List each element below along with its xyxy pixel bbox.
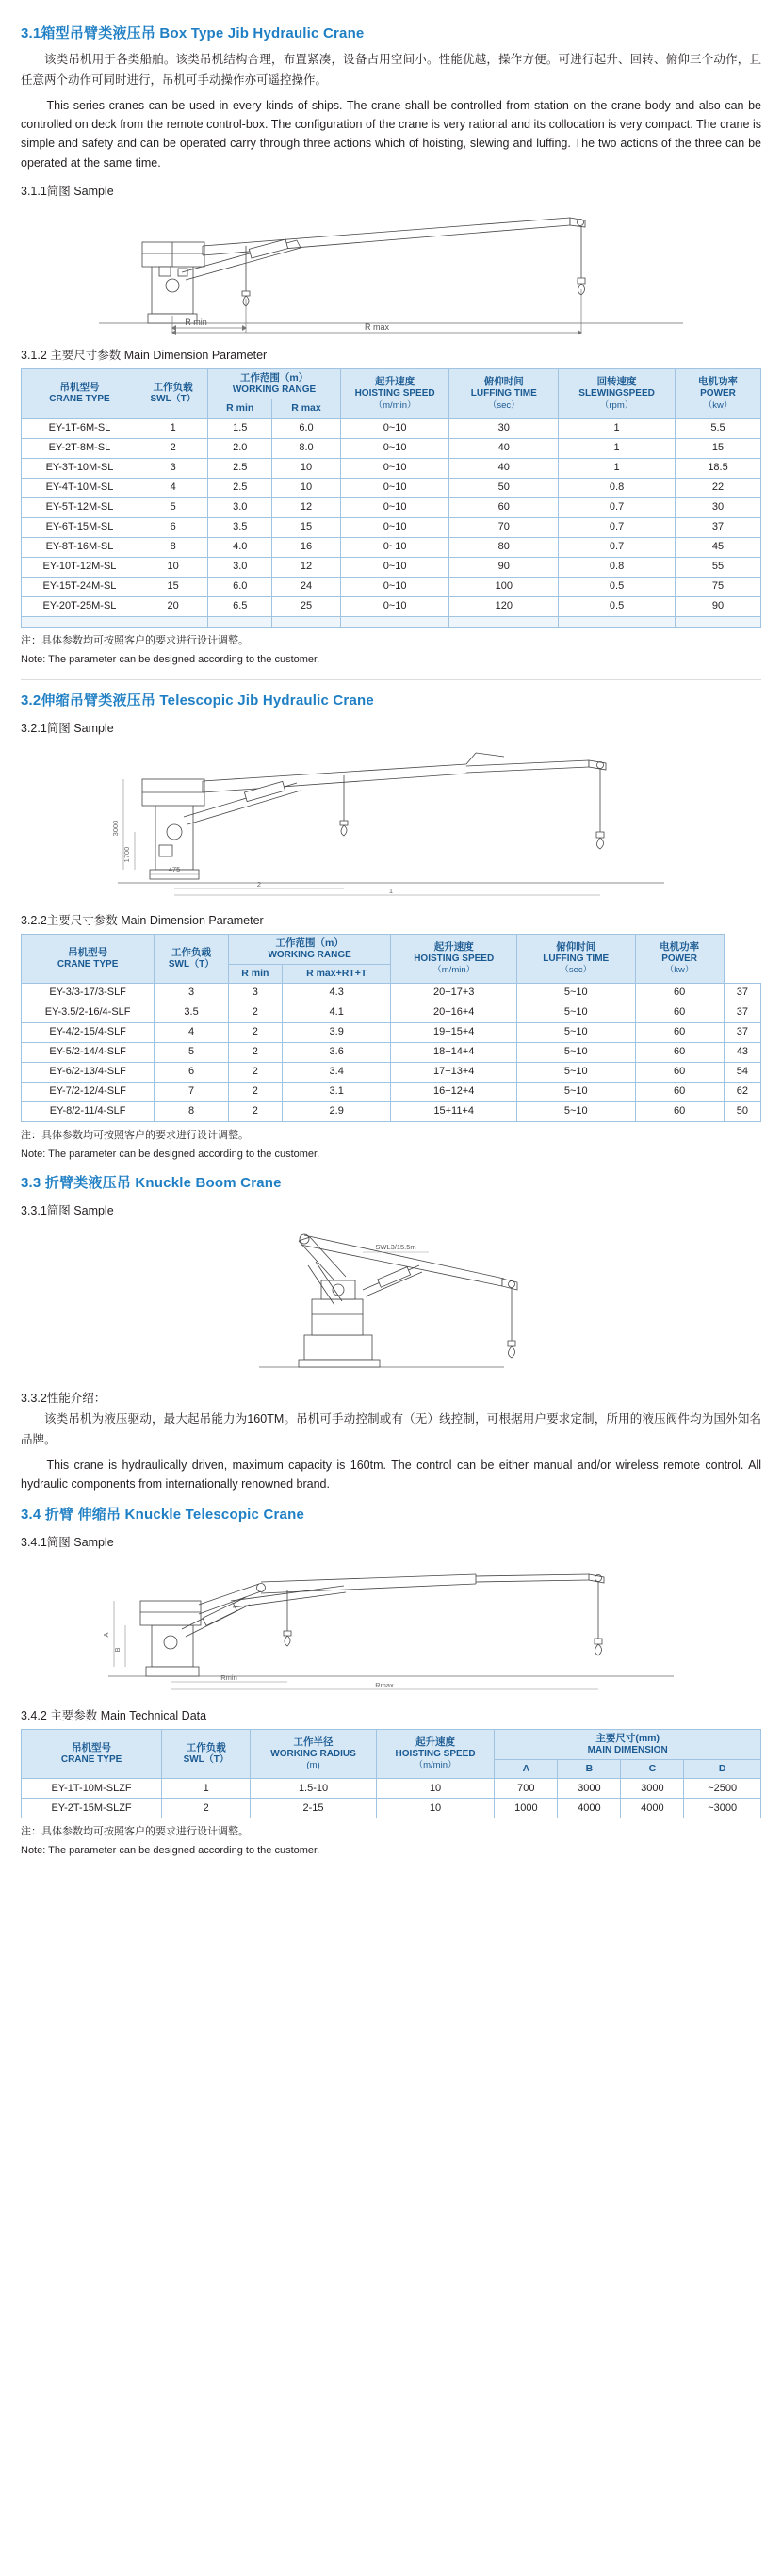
telescopic-jib-parameter-table [21, 934, 761, 1123]
cell-slew: 0.8 [559, 478, 676, 497]
cell-luff: 100 [449, 577, 559, 596]
cell-rmax: 10 [272, 458, 341, 478]
cell-swl: 3 [138, 458, 207, 478]
cell-hoist: 5~10 [516, 1083, 635, 1102]
note-en: Note: The parameter can be designed according to the customer. [21, 653, 320, 665]
cell-swl: 7 [155, 1083, 229, 1102]
cell-luff: 60 [635, 1023, 724, 1043]
cell-rmin: 3 [228, 984, 282, 1003]
cell-slew: 1 [559, 418, 676, 438]
cell-luff: 80 [449, 537, 559, 557]
cell-rmin: 1.5 [208, 418, 272, 438]
cell-rmax-a: 3.6 [282, 1043, 391, 1063]
section-title-3-2: 3.2伸缩吊臂类液压吊 Telescopic Jib Hydraulic Crane [21, 692, 374, 709]
cell-dim-d: ~3000 [684, 1799, 761, 1818]
table-header-row [22, 1729, 761, 1760]
box-jib-parameter-table [21, 368, 761, 628]
section-3-2-1-title: 3.2.1简图 Sample [21, 721, 114, 735]
figure-label-height-2: 1700 [122, 846, 131, 862]
cell-rmax-b: 18+14+4 [391, 1043, 516, 1063]
cell-hoist: 5~10 [516, 1102, 635, 1122]
cell-rmin: 2.5 [208, 458, 272, 478]
section-3-1-2-title: 3.1.2 主要尺寸参数 Main Dimension Parameter [21, 348, 268, 362]
cell-rmin: 2.5 [208, 478, 272, 497]
cell-rmax: 12 [272, 497, 341, 517]
cell-power: 5.5 [676, 418, 761, 438]
cell-type: EY-2T-15M-SLZF [22, 1799, 162, 1818]
cell-power: 15 [676, 438, 761, 458]
cell-dim-d: ~2500 [684, 1779, 761, 1799]
th-hoisting-speed: 起升速度 HOISTING SPEED （m/min） [376, 1729, 495, 1779]
table-row [22, 1003, 761, 1023]
table-row [22, 1083, 761, 1102]
note-cn: 注：具体参数均可按照客户的要求进行设计调整。 [21, 1826, 249, 1838]
cell-slew: 1 [559, 438, 676, 458]
cell-dim-c: 3000 [621, 1779, 684, 1799]
cell-rmin: 2 [228, 1023, 282, 1043]
cell-rmax-a: 3.4 [282, 1063, 391, 1083]
cell-type: EY-4T-10M-SL [22, 478, 138, 497]
cell-type: EY-3/3-17/3-SLF [22, 984, 155, 1003]
figure-label-rmax: R max [364, 321, 390, 332]
cell-slew: 0.7 [559, 517, 676, 537]
cell-power: 30 [676, 497, 761, 517]
table-row [22, 438, 761, 458]
cell-swl: 2 [138, 438, 207, 458]
telescopic-jib-crane-drawing [21, 742, 761, 902]
cell-power: 62 [724, 1083, 760, 1102]
th-dim-a: A [495, 1760, 558, 1779]
divider [21, 679, 761, 680]
cell-dim-b: 4000 [558, 1799, 621, 1818]
cell-power: 54 [724, 1063, 760, 1083]
section-3-1-paragraph-cn: 该类吊机用于各类船舶。该类吊机结构合理，布置紧凑，设备占用空间小。性能优越，操作方便。可进行起升、回转、俯仰三个动作，且任意两个动作可同时进行，吊机可手动操作亦可遥控操作。 [21, 53, 761, 87]
th-r-max: R max [272, 399, 341, 418]
cell-hoist: 0~10 [340, 438, 449, 458]
th-crane-type: 吊机型号 CRANE TYPE [22, 934, 155, 984]
cell-hoist: 0~10 [340, 517, 449, 537]
table-row [22, 1063, 761, 1083]
cell-slew: 0.5 [559, 577, 676, 596]
table-row [22, 1799, 761, 1818]
cell-type: EY-6/2-13/4-SLF [22, 1063, 155, 1083]
section-3-1-note [21, 633, 761, 668]
knuckle-telescopic-crane-drawing [21, 1556, 761, 1697]
note-en: Note: The parameter can be designed according to the customer. [21, 1845, 320, 1857]
section-3-3-paragraph-cn: 该类吊机为液压驱动，最大起吊能力为160TM。吊机可手动控制或有（无）线控制，可根据用户要求定制，所用的液压阀件均为国外知名品牌。 [21, 1412, 761, 1447]
figure-label-rmin: R min [185, 317, 207, 327]
cell-dim-a: 700 [495, 1779, 558, 1799]
section-title-3-1: 3.1箱型吊臂类液压吊 Box Type Jib Hydraulic Crane [21, 25, 365, 41]
cell-rmax-a: 3.9 [282, 1023, 391, 1043]
cell-type: EY-20T-25M-SL [22, 596, 138, 616]
th-main-dimension: 主要尺寸(mm) MAIN DIMENSION [495, 1729, 761, 1760]
cell-type: EY-3.5/2-16/4-SLF [22, 1003, 155, 1023]
cell-rmax-a: 4.1 [282, 1003, 391, 1023]
cell-rmin: 6.5 [208, 596, 272, 616]
figure-label-rmax: Rmax [375, 1680, 394, 1689]
th-working-radius: 工作半径 WORKING RADIUS (m) [251, 1729, 376, 1779]
th-luffing-time: 俯仰时间 LUFFING TIME （sec） [516, 934, 635, 984]
figure-label-a: A [102, 1632, 110, 1638]
cell-rmax-b: 19+15+4 [391, 1023, 516, 1043]
cell-type: EY-1T-6M-SL [22, 418, 138, 438]
cell-power: 45 [676, 537, 761, 557]
cell-hoist: 5~10 [516, 1063, 635, 1083]
cell-type: EY-15T-24M-SL [22, 577, 138, 596]
cell-luff: 60 [635, 1083, 724, 1102]
cell-swl: 8 [155, 1102, 229, 1122]
cell-power: 18.5 [676, 458, 761, 478]
cell-power: 22 [676, 478, 761, 497]
cell-type: EY-2T-8M-SL [22, 438, 138, 458]
cell-swl: 6 [155, 1063, 229, 1083]
cell-hoist: 0~10 [340, 557, 449, 577]
cell-swl: 6 [138, 517, 207, 537]
cell-swl: 10 [138, 557, 207, 577]
cell-rmax: 24 [272, 577, 341, 596]
cell-swl: 3 [155, 984, 229, 1003]
cell-luff: 40 [449, 438, 559, 458]
cell-power: 37 [724, 984, 760, 1003]
table-row [22, 596, 761, 616]
th-r-min: R min [228, 965, 282, 984]
table-header-row [22, 368, 761, 399]
cell-slew: 0.7 [559, 537, 676, 557]
section-3-2-2-title: 3.2.2主要尺寸参数 Main Dimension Parameter [21, 913, 264, 927]
cell-swl: 15 [138, 577, 207, 596]
th-swl: 工作负载 SWL（T） [138, 368, 207, 418]
figure-label-dim-2: 2 [256, 879, 262, 889]
cell-hoist: 10 [376, 1779, 495, 1799]
cell-power: 37 [724, 1023, 760, 1043]
cell-luff: 40 [449, 458, 559, 478]
cell-slew: 1 [559, 458, 676, 478]
table-row [22, 1102, 761, 1122]
th-hoisting-speed: 起升速度 HOISTING SPEED （m/min） [391, 934, 516, 984]
th-hoisting-speed: 起升速度 HOISTING SPEED （m/min） [340, 368, 449, 418]
section-3-1-1-title: 3.1.1简图 Sample [21, 184, 114, 198]
cell-rmin: 6.0 [208, 577, 272, 596]
section-3-2-note [21, 1128, 761, 1163]
note-en: Note: The parameter can be designed according to the customer. [21, 1149, 320, 1161]
cell-power: 90 [676, 596, 761, 616]
th-dim-b: B [558, 1760, 621, 1779]
cell-dim-c: 4000 [621, 1799, 684, 1818]
section-3-1-paragraph-en: This series cranes can be used in every kinds of ships. The crane shall be controlled from station on the crane body and also can be controlled on deck from the remote control-box. The configuration of the crane is very rational and its collocation is very compact. The crane is simple and safety and can be operated carry through three actions which of hoisting, slewing and luffing. The two actions of the three can be operated at the same time. [21, 98, 761, 170]
note-cn: 注：具体参数均可按照客户的要求进行设计调整。 [21, 1130, 249, 1142]
cell-type: EY-5/2-14/4-SLF [22, 1043, 155, 1063]
cell-type: EY-4/2-15/4-SLF [22, 1023, 155, 1043]
th-power: 电机功率 POWER （kw） [676, 368, 761, 418]
table-row [22, 984, 761, 1003]
table-row-filler [22, 616, 761, 627]
cell-luff: 70 [449, 517, 559, 537]
cell-hoist: 5~10 [516, 984, 635, 1003]
cell-rmax: 8.0 [272, 438, 341, 458]
cell-rmin: 3.0 [208, 497, 272, 517]
table-row [22, 497, 761, 517]
cell-rmax-b: 20+16+4 [391, 1003, 516, 1023]
section-3-4-note [21, 1824, 761, 1859]
th-swl: 工作负载 SWL（T） [155, 934, 229, 984]
cell-swl: 2 [162, 1799, 251, 1818]
cell-luff: 60 [449, 497, 559, 517]
cell-power: 43 [724, 1043, 760, 1063]
cell-power: 50 [724, 1102, 760, 1122]
th-working-range: 工作范围（m） WORKING RANGE [228, 934, 391, 965]
cell-hoist: 0~10 [340, 418, 449, 438]
th-r-max: R max+RT+T [282, 965, 391, 984]
cell-rmax: 25 [272, 596, 341, 616]
cell-luff: 60 [635, 1063, 724, 1083]
cell-type: EY-3T-10M-SL [22, 458, 138, 478]
cell-rmax: 15 [272, 517, 341, 537]
cell-hoist: 0~10 [340, 577, 449, 596]
cell-hoist: 0~10 [340, 596, 449, 616]
th-dim-c: C [621, 1760, 684, 1779]
figure-label-base-width: 475 [168, 864, 181, 873]
cell-swl: 1 [162, 1779, 251, 1799]
section-title-3-4: 3.4 折臂 伸缩吊 Knuckle Telescopic Crane [21, 1506, 304, 1523]
cell-dim-a: 1000 [495, 1799, 558, 1818]
cell-hoist: 5~10 [516, 1043, 635, 1063]
table-row [22, 577, 761, 596]
knuckle-telescopic-parameter-table [21, 1729, 761, 1819]
cell-rmin: 2.0 [208, 438, 272, 458]
cell-luff: 50 [449, 478, 559, 497]
th-crane-type: 吊机型号 CRANE TYPE [22, 1729, 162, 1779]
section-3-4-2-title: 3.4.2 主要参数 Main Technical Data [21, 1708, 207, 1722]
cell-rmax: 12 [272, 557, 341, 577]
section-3-3-paragraph-en: This crane is hydraulically driven, maximum capacity is 160tm. The control can be either manual and/or wireless remote control. All hydraulic components from internationally renowned brand. [21, 1459, 761, 1492]
section-3-3-2-title: 3.3.2性能介绍： [21, 1392, 106, 1406]
cell-luff: 30 [449, 418, 559, 438]
cell-type: EY-6T-15M-SL [22, 517, 138, 537]
cell-rmin: 2 [228, 1083, 282, 1102]
cell-swl: 5 [155, 1043, 229, 1063]
figure-label-swl: SWL3/15.5m [375, 1243, 416, 1252]
cell-luff: 60 [635, 1043, 724, 1063]
cell-hoist: 0~10 [340, 478, 449, 497]
table-body [22, 418, 761, 627]
cell-rmin: 2 [228, 1043, 282, 1063]
th-dim-d: D [684, 1760, 761, 1779]
cell-swl: 5 [138, 497, 207, 517]
figure-label-b: B [113, 1647, 122, 1653]
cell-power: 75 [676, 577, 761, 596]
table-row [22, 458, 761, 478]
cell-type: EY-1T-10M-SLZF [22, 1779, 162, 1799]
table-row [22, 418, 761, 438]
box-jib-crane-drawing [21, 204, 761, 336]
knuckle-boom-crane-drawing [21, 1224, 761, 1379]
table-header-row [22, 934, 761, 965]
section-3-4-1-title: 3.4.1简图 Sample [21, 1535, 114, 1549]
cell-swl: 3.5 [155, 1003, 229, 1023]
cell-power: 37 [676, 517, 761, 537]
cell-type: EY-5T-12M-SL [22, 497, 138, 517]
cell-hoist: 5~10 [516, 1023, 635, 1043]
cell-rmax-b: 17+13+4 [391, 1063, 516, 1083]
cell-rmax-a: 3.1 [282, 1083, 391, 1102]
cell-rmin: 3.5 [208, 517, 272, 537]
cell-rmax-b: 15+11+4 [391, 1102, 516, 1122]
figure-label-height-1: 3000 [111, 820, 120, 836]
cell-hoist: 5~10 [516, 1003, 635, 1023]
cell-type: EY-10T-12M-SL [22, 557, 138, 577]
table-row [22, 517, 761, 537]
table-row [22, 537, 761, 557]
cell-rmin: 2 [228, 1003, 282, 1023]
th-working-range: 工作范围（m） WORKING RANGE [208, 368, 340, 399]
cell-luff: 90 [449, 557, 559, 577]
cell-rmax-b: 16+12+4 [391, 1083, 516, 1102]
cell-swl: 8 [138, 537, 207, 557]
table-row [22, 478, 761, 497]
cell-dim-b: 3000 [558, 1779, 621, 1799]
cell-hoist: 0~10 [340, 497, 449, 517]
cell-power: 37 [724, 1003, 760, 1023]
cell-power: 55 [676, 557, 761, 577]
cell-rmax-a: 2.9 [282, 1102, 391, 1122]
table-body [22, 1779, 761, 1818]
cell-rmin: 2 [228, 1102, 282, 1122]
cell-radius: 1.5-10 [251, 1779, 376, 1799]
th-power: 电机功率 POWER （kw） [635, 934, 724, 984]
cell-slew: 0.5 [559, 596, 676, 616]
note-cn: 注：具体参数均可按照客户的要求进行设计调整。 [21, 634, 249, 646]
cell-luff: 60 [635, 1003, 724, 1023]
th-r-min: R min [208, 399, 272, 418]
cell-rmax-a: 4.3 [282, 984, 391, 1003]
table-row [22, 557, 761, 577]
table-row [22, 1043, 761, 1063]
cell-swl: 1 [138, 418, 207, 438]
table-row [22, 1779, 761, 1799]
cell-rmax-b: 20+17+3 [391, 984, 516, 1003]
section-3-3-1-title: 3.3.1简图 Sample [21, 1204, 114, 1218]
cell-luff: 60 [635, 1102, 724, 1122]
cell-type: EY-8/2-11/4-SLF [22, 1102, 155, 1122]
cell-luff: 60 [635, 984, 724, 1003]
cell-radius: 2-15 [251, 1799, 376, 1818]
cell-swl: 20 [138, 596, 207, 616]
cell-rmax: 16 [272, 537, 341, 557]
cell-rmax: 10 [272, 478, 341, 497]
cell-hoist: 0~10 [340, 537, 449, 557]
figure-label-rmin: Rmin [220, 1672, 237, 1682]
section-title-3-3: 3.3 折臂类液压吊 Knuckle Boom Crane [21, 1175, 282, 1192]
th-swl: 工作负载 SWL（T） [162, 1729, 251, 1779]
th-luffing-time: 俯仰时间 LUFFING TIME （sec） [449, 368, 559, 418]
figure-label-dim-1: 1 [388, 886, 394, 895]
cell-rmin: 2 [228, 1063, 282, 1083]
cell-type: EY-7/2-12/4-SLF [22, 1083, 155, 1102]
table-body [22, 984, 761, 1122]
cell-rmin: 3.0 [208, 557, 272, 577]
cell-slew: 0.8 [559, 557, 676, 577]
cell-hoist: 10 [376, 1799, 495, 1818]
cell-rmax: 6.0 [272, 418, 341, 438]
cell-luff: 120 [449, 596, 559, 616]
cell-type: EY-8T-16M-SL [22, 537, 138, 557]
cell-swl: 4 [155, 1023, 229, 1043]
cell-slew: 0.7 [559, 497, 676, 517]
th-slewing-speed: 回转速度 SLEWINGSPEED （rpm） [559, 368, 676, 418]
cell-rmin: 4.0 [208, 537, 272, 557]
cell-swl: 4 [138, 478, 207, 497]
th-crane-type: 吊机型号 CRANE TYPE [22, 368, 138, 418]
table-row [22, 1023, 761, 1043]
cell-hoist: 0~10 [340, 458, 449, 478]
